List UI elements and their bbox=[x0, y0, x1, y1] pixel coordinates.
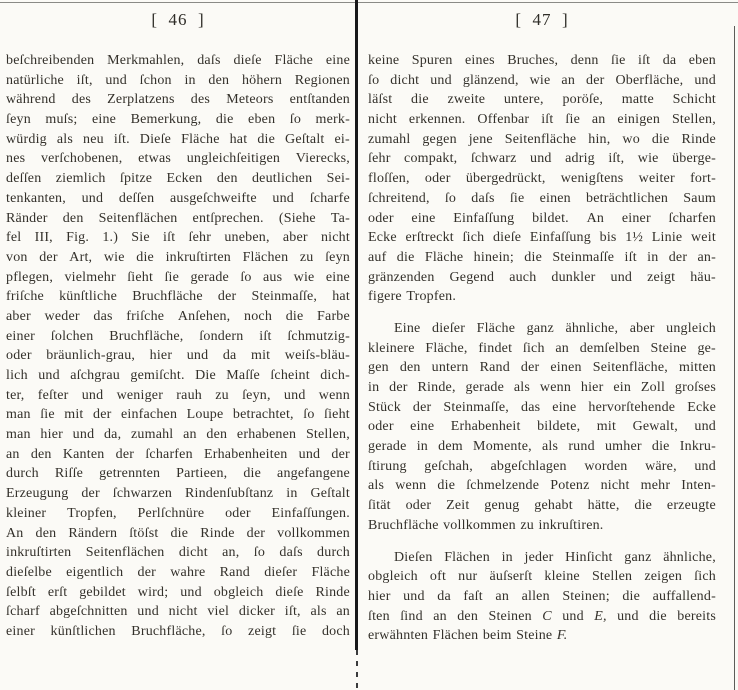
text-line: friſche künſtliche Bruchfläche der Steinmaſſe, hat bbox=[6, 289, 350, 305]
paragraph bbox=[368, 319, 716, 536]
text-line: einer künſtlichen Bruchfläche, ſo zeigt ſie doch bbox=[6, 623, 350, 639]
text-line: ſchreitend, ſo daſs ſie einen beträchtlichen Saum bbox=[368, 190, 716, 206]
text-line: hier und da faſt an allen Steinen; die auffallend- bbox=[368, 588, 716, 604]
text-line: Eine dieſer Fläche ganz ähnliche, aber ungleich bbox=[394, 320, 716, 336]
text-line: würdig als neu iſt. Dieſe Fläche hat die Geſtalt ei- bbox=[6, 131, 350, 147]
text-line: An den Rändern ſtöſst die Rinde der vollkommen bbox=[6, 525, 350, 541]
text-line: während des Zerplatzens des Meteors entſtanden bbox=[6, 92, 350, 108]
text-line: an den Kanten der ſcharfen Erhabenheiten und der bbox=[6, 446, 350, 462]
text-line: nicht erkennen. Offenbar iſt ſie an einigen Stellen, bbox=[368, 112, 716, 128]
text-line: ter, feſter und weniger rauh zu ſeyn, und wenn bbox=[6, 387, 350, 403]
text-line: Ränder den Seitenflächen entſprechen. (Siehe Ta- bbox=[6, 210, 350, 226]
text-line: von der Art, wie die inkruſtirten Flächen zu ſeyn bbox=[6, 249, 350, 265]
page-46-header: [ 46 ] bbox=[151, 10, 205, 29]
text-line: ſo dicht und glänzend, wie an der Oberfläche, und bbox=[368, 72, 716, 88]
text-line: man ſie mit der einfachen Loupe betrachtet, ſo ſieht bbox=[6, 407, 350, 423]
text-line: floſſen, oder übergedrückt, wenigſtens weiter fort- bbox=[368, 171, 716, 187]
text-line: erwähnten Flächen beim Steine F. bbox=[368, 628, 568, 644]
paragraph bbox=[6, 51, 350, 642]
text-line: dieſelbe eigentlich der wahre Rand dieſer Fläche bbox=[6, 564, 350, 580]
text-line: einer ſolchen Bruchfläche, ſondern iſt ſchmutzig- bbox=[6, 328, 350, 344]
text-line: Dieſen Flächen in jeder Hinſicht ganz ähnliche, bbox=[394, 549, 716, 565]
text-line: man hier und da, zumahl an den erhabenen Stellen, bbox=[6, 427, 350, 443]
text-line: ſität oder Zeit genug gehabt hätte, die erzeugte bbox=[368, 498, 716, 514]
text-line: tenkanten, und deſſen ausgeſchweifte und ſcharfe bbox=[6, 190, 350, 206]
paragraph bbox=[368, 548, 716, 646]
text-line: ſeyn muſs; eine Bemerkung, die eben ſo merk- bbox=[6, 112, 350, 128]
text-line: ſcharf abgeſchnitten und nicht viel dicker iſt, als an bbox=[6, 604, 350, 620]
text-line: figere Tropfen. bbox=[368, 289, 457, 305]
text-line: Erzeugung der ſchwarzen Rindenſubſtanz in Geſtalt bbox=[6, 486, 350, 502]
text-line: pflegen, vielmehr ſieht ſie gerade ſo aus wie eine bbox=[6, 269, 350, 285]
text-line: durch Riſſe getrennten Partieen, die angefangene bbox=[6, 466, 350, 482]
text-line: obgleich oft nur äuſserſt kleine Stellen zeigen ſich bbox=[368, 569, 716, 585]
text-line: auf die Fläche hinein; die Steinmaſſe iſt in der an- bbox=[368, 249, 716, 265]
page-46-column bbox=[6, 0, 350, 642]
text-line: aber weder das friſche Anſehen, noch die Farbe bbox=[6, 308, 350, 324]
text-line: gen den untern Rand der einen Seitenfläche, mitten bbox=[368, 360, 716, 376]
text-line: oder eine Erhabenheit bildete, mit Gewalt, und bbox=[368, 419, 716, 435]
column-divider-rule-tail bbox=[356, 650, 358, 690]
text-line: keine Spuren eines Bruches, denn ſie iſt da eben bbox=[368, 53, 716, 68]
text-line: inkruſtirten Seitenflächen dicht an, ſo daſs durch bbox=[6, 545, 350, 561]
text-line: gränzenden Gegend auch dunkler und zeigt häu- bbox=[368, 269, 716, 285]
text-line: oder bräunlich-grau, hier und da mit weiſs-bläu- bbox=[6, 348, 350, 364]
text-line: ſtirung geſchah, abgeſchlagen worden wäre, und bbox=[368, 458, 716, 474]
text-line: Stück der Steinmaſſe, das eine hervorſtehende Ecke bbox=[368, 399, 716, 415]
page-47-text-block bbox=[368, 51, 716, 646]
text-line: ſelbſt erſt gebildet wird; und obgleich dieſe Rinde bbox=[6, 584, 350, 600]
text-line: Bruchfläche vollkommen zu inkruſtiren. bbox=[368, 517, 604, 533]
text-line: nes verſchobenen, etwas ungleichſeitigen Vierecks, bbox=[6, 151, 350, 167]
page-47-header: [ 47 ] bbox=[515, 10, 569, 29]
text-line: als wenn die ſchmelzende Potenz nicht mehr Inten- bbox=[368, 478, 716, 494]
text-line: in der Rinde, gerade als wenn hier ein Zoll groſses bbox=[368, 380, 716, 395]
text-line: kleinere Fläche, findet ſich an demſelben Steine ge- bbox=[368, 340, 716, 356]
text-line: Ecke erſtreckt ſich dieſe Einfaſſung bis 1½ Linie weit bbox=[368, 230, 716, 246]
text-line: ſehr compakt, ſchwarz und adrig iſt, wie überge- bbox=[368, 151, 716, 167]
paragraph bbox=[368, 51, 716, 307]
text-line: gerade in dem Momente, als rund umher die Inkru- bbox=[368, 439, 716, 455]
text-line: deſſen ziemlich ſpitze Ecken den deutlichen Sei- bbox=[6, 171, 350, 187]
text-line: fel III, Fig. 1.) Sie iſt ſehr uneben, aber nicht bbox=[6, 230, 350, 246]
text-line: läſst die zweite untere, poröſe, matte Schicht bbox=[368, 92, 716, 108]
text-line: oder eine Einfaſſung bildet. An einer ſcharfen bbox=[368, 210, 716, 226]
text-line: kleiner Tropfen, Perlſchnüre oder Einfaſſungen. bbox=[6, 505, 350, 521]
text-line: beſchreibenden Merkmahlen, daſs dieſe Fläche eine bbox=[6, 53, 350, 68]
page-47-column bbox=[368, 0, 716, 646]
page-46-text-block bbox=[6, 51, 350, 642]
text-line: natürliche iſt, und ſchon in den höhern Regionen bbox=[6, 72, 350, 88]
right-border-rule bbox=[734, 26, 735, 690]
column-divider-rule bbox=[355, 0, 358, 650]
text-line: zumahl gegen jene Seitenfläche hin, wo die Rinde bbox=[368, 131, 716, 147]
text-line: lich und aſchgrau gemiſcht. Die Maſſe ſcheint dich- bbox=[6, 368, 350, 383]
text-line: ſten ſind an den Steinen C und E, und die bereits bbox=[368, 608, 716, 624]
